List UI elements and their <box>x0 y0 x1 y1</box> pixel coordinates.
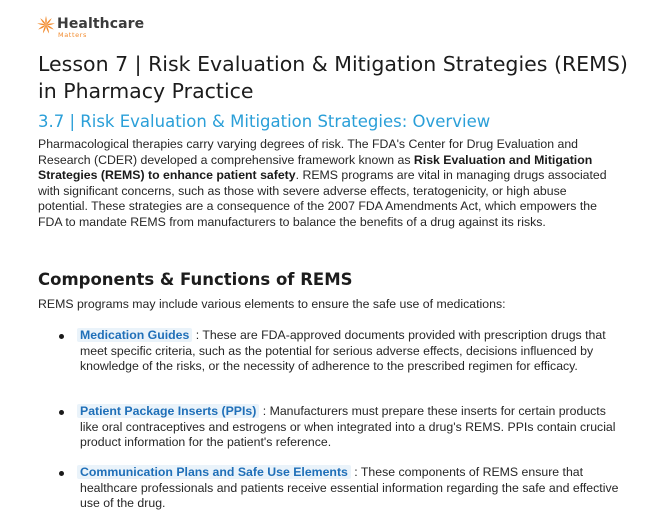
list-item-text: : Manufacturers must prepare these inserts for certain products like oral contraceptives and estrogens or when integrated into a drug's REMS. PPIs contain crucial product information for the patient's reference. <box>80 404 616 450</box>
intro-bold-phrase: Risk Evaluation and Mitigation Strategies (REMS) to enhance patient safety <box>38 152 593 183</box>
term-link-medication-guides[interactable]: Medication Guides <box>77 328 192 342</box>
list-item <box>80 465 625 512</box>
intro-text-end: . REMS programs are vital in managing drugs associated with significant concerns, such as those with severe adverse effects, teratogenicity, or high abuse potential. These strategies are a consequence of the 2007 FDA Amendments Act, which empowers the FDA to mandate REMS from manufacturers to balance the benefits of a drug against its risks. <box>38 168 607 229</box>
term-link-communication-plans[interactable]: Communication Plans and Safe Use Elements <box>77 465 351 479</box>
intro-text-start: Pharmacological therapies carry varying degrees of risk. The FDA's Center for Drug Evaluation and Research (CDER) developed a comprehensive framework known as <box>38 137 579 167</box>
list-item <box>80 328 625 375</box>
components-heading: Components & Functions of REMS <box>38 270 353 289</box>
bullet-icon <box>59 410 64 415</box>
bullet-icon <box>59 471 64 476</box>
bullet-icon <box>59 334 64 339</box>
list-item <box>80 404 625 451</box>
section-title: 3.7 | Risk Evaluation & Mitigation Strategies: Overview <box>38 112 491 131</box>
components-intro: REMS programs may include various elements to ensure the safe use of medications: <box>38 297 506 311</box>
list-item-text: : These are FDA-approved documents provided with prescription drugs that meet specific criteria, such as the potential for serious adverse effects, decisions influenced by knowledge of the risks, or the necessity of adherence to the prescribed regimen for efficacy. <box>80 328 606 374</box>
brand-name: Healthcare <box>57 16 145 32</box>
brand-tagline: Matters <box>58 31 87 39</box>
term-link-patient-package-inserts[interactable]: Patient Package Inserts (PPIs) <box>77 404 259 418</box>
list-item-text: : These components of REMS ensure that healthcare professionals and patients receive essential information regarding the safe and effective use of the drug. <box>80 465 619 511</box>
lesson-title: Lesson 7 | Risk Evaluation & Mitigation Strategies (REMS) in Pharmacy Practice <box>38 52 628 103</box>
